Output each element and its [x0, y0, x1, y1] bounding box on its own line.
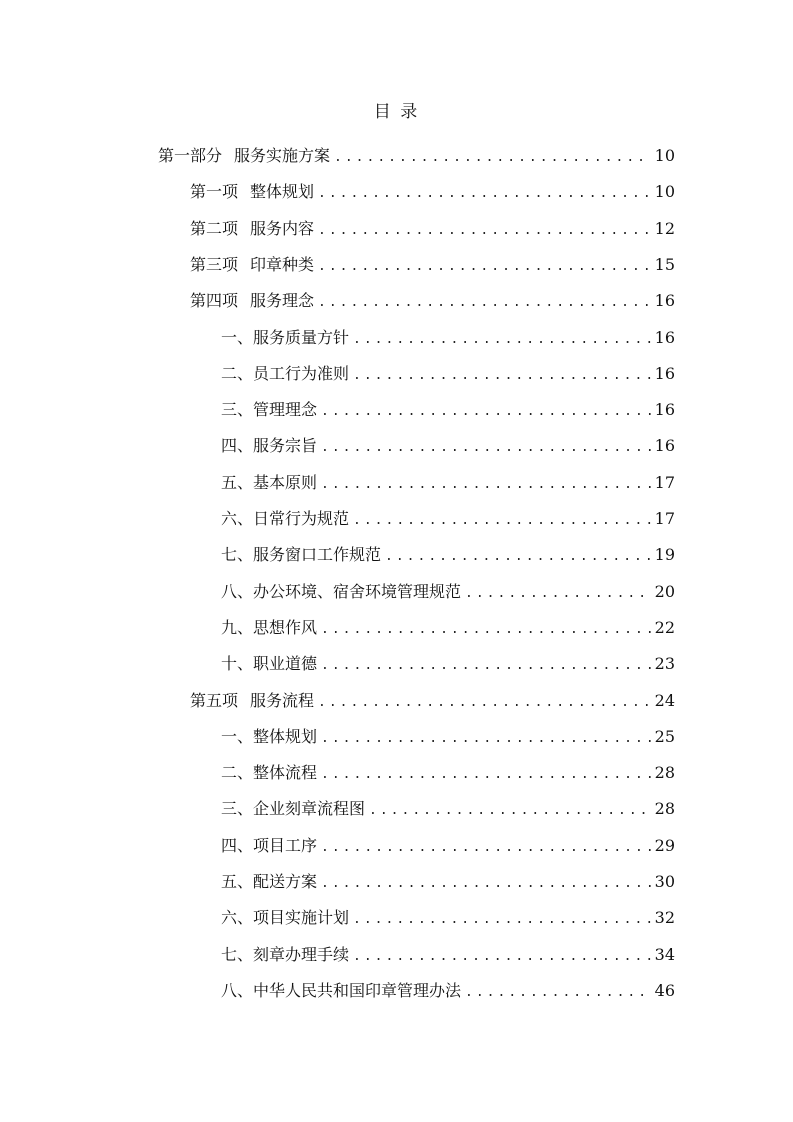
toc-entry[interactable]: [221, 433, 675, 459]
toc-entry-title: [158, 143, 330, 169]
toc-entry-label: 二、整体流程: [221, 763, 318, 783]
toc-entry-label: 二、员工行为准则: [221, 363, 350, 383]
toc-page-number: 17: [654, 509, 675, 528]
toc-entry[interactable]: [221, 760, 675, 786]
toc-dot-leader: [321, 472, 651, 498]
toc-entry-label: 服务实施方案: [234, 146, 331, 165]
toc-entry[interactable]: [221, 325, 675, 351]
toc-entry-label: 四、服务宗旨: [221, 436, 318, 456]
toc-entry[interactable]: [221, 361, 675, 387]
toc-entry-label: 五、基本原则: [221, 472, 318, 492]
toc-entry-title: [190, 179, 314, 205]
toc-entry-label: 六、日常行为规范: [221, 509, 350, 528]
toc-page-number: 22: [654, 617, 675, 637]
toc-dot-leader: [321, 653, 651, 679]
toc-dot-leader: [353, 327, 651, 353]
toc-entry[interactable]: [221, 542, 675, 568]
toc-entry-number: 第一部分: [158, 146, 223, 165]
toc-entry-label: 七、刻章办理手续: [221, 944, 350, 964]
toc-entry-label: 一、服务质量方针: [221, 327, 350, 347]
toc-entry-number: 第一项: [190, 182, 239, 202]
toc-entry-title: [221, 325, 349, 351]
toc-entry[interactable]: [221, 833, 675, 859]
toc-page-number: 16: [654, 291, 675, 311]
toc-entry-title: [221, 579, 461, 605]
toc-page-number: 23: [654, 654, 675, 674]
toc-dot-leader: [321, 726, 651, 752]
toc-dot-leader: [321, 399, 651, 425]
toc-entry-label: 十、职业道德: [221, 654, 318, 674]
toc-entry-number: 第二项: [190, 218, 239, 238]
toc-page-number: 34: [654, 944, 675, 964]
toc-entry-title: [190, 688, 314, 714]
toc-entry-label: 服务理念: [250, 291, 315, 311]
toc-page-number: 10: [654, 146, 675, 165]
toc-entry[interactable]: [158, 143, 675, 169]
toc-dot-leader: [321, 835, 651, 861]
toc-entry[interactable]: [221, 905, 675, 931]
toc-dot-leader: [465, 581, 651, 607]
toc-entry[interactable]: [221, 651, 675, 677]
toc-entry[interactable]: [221, 796, 675, 822]
toc-entry-title: [221, 651, 317, 677]
toc-dot-leader: [318, 254, 651, 280]
toc-dot-leader: [353, 944, 651, 970]
toc-entry[interactable]: [190, 252, 675, 278]
toc-entry[interactable]: [190, 179, 675, 205]
toc-page-number: 16: [654, 400, 675, 420]
toc-page-number: 30: [654, 872, 675, 891]
toc-dot-leader: [321, 871, 651, 897]
toc-entry-title: [221, 433, 317, 459]
toc-page-number: 46: [654, 980, 675, 1000]
toc-entry[interactable]: [190, 216, 675, 242]
toc-page-number: 28: [654, 763, 675, 783]
toc-page-number: 15: [654, 254, 675, 274]
toc-dot-leader: [318, 290, 651, 316]
toc-page-number: 16: [654, 436, 675, 456]
toc-page-number: 19: [654, 545, 675, 565]
toc-entry[interactable]: [221, 506, 675, 532]
toc-entry-title: [221, 724, 317, 750]
toc-dot-leader: [318, 218, 651, 244]
toc-entry-number: 第四项: [190, 291, 239, 311]
toc-page-number: 29: [654, 835, 675, 855]
toc-entry[interactable]: [190, 688, 675, 714]
toc-entry-number: 第三项: [190, 254, 239, 274]
toc-entry-title: [190, 216, 314, 242]
toc-page-number: 20: [654, 581, 675, 601]
toc-entry-label: 七、服务窗口工作规范: [221, 545, 382, 565]
toc-entry-label: 一、整体规划: [221, 726, 318, 746]
toc-entry-title: [221, 361, 349, 387]
toc-dot-leader: [465, 980, 651, 1006]
toc-dot-leader: [321, 762, 651, 788]
toc-entry-title: [221, 615, 317, 641]
toc-entry-label: 八、中华人民共和国印章管理办法: [221, 980, 462, 1000]
toc-dot-leader: [334, 145, 651, 171]
toc-entry-title: [190, 252, 314, 278]
toc-entry[interactable]: [221, 724, 675, 750]
toc-entry-title: [221, 506, 349, 532]
toc-entry-title: [221, 905, 349, 931]
toc-entry-label: 服务内容: [250, 218, 315, 238]
toc-dot-leader: [321, 435, 651, 461]
toc-entry-title: [221, 796, 365, 822]
toc-entry-title: [190, 288, 314, 314]
toc-entry-title: [221, 397, 317, 423]
toc-entry-label: 八、办公环境、宿舍环境管理规范: [221, 581, 462, 601]
toc-page-number: 25: [654, 726, 675, 746]
toc-entry-title: [221, 978, 461, 1004]
toc-page-number: 16: [654, 363, 675, 383]
toc-entry-label: 印章种类: [250, 254, 315, 274]
toc-entry-number: 第五项: [190, 690, 239, 710]
toc-entry[interactable]: [190, 288, 675, 314]
page-title: 目 录: [373, 102, 420, 122]
toc-entry-title: [221, 760, 317, 786]
toc-page-number: 10: [654, 182, 675, 202]
toc-dot-leader: [321, 617, 651, 643]
toc-entry-label: 整体规划: [250, 182, 315, 202]
toc-dot-leader: [385, 544, 651, 570]
toc-page-number: 24: [654, 690, 675, 710]
toc-dot-leader: [318, 690, 651, 716]
toc-entry-title: [221, 833, 317, 859]
toc-dot-leader: [353, 907, 651, 933]
toc-page-number: 12: [654, 218, 675, 238]
toc-entry-label: 三、管理理念: [221, 400, 318, 420]
toc-entry[interactable]: [221, 869, 675, 895]
toc-entry[interactable]: [221, 397, 675, 423]
toc-dot-leader: [353, 508, 651, 534]
toc-entry[interactable]: [221, 615, 675, 641]
toc-page-number: 32: [654, 908, 675, 928]
toc-entry-title: [221, 869, 317, 895]
toc-entry-title: [221, 542, 381, 568]
toc-entry-label: 六、项目实施计划: [221, 908, 350, 928]
toc-dot-leader: [353, 363, 651, 389]
toc-entry-label: 九、思想作风: [221, 617, 318, 637]
toc-entry-title: [221, 470, 317, 496]
toc-page-number: 16: [654, 327, 675, 347]
toc-entry-label: 三、企业刻章流程图: [221, 799, 366, 819]
toc-entry-label: 服务流程: [250, 690, 315, 710]
toc-entry[interactable]: [221, 978, 675, 1004]
toc-page-number: 17: [654, 472, 675, 492]
toc-entry[interactable]: [221, 579, 675, 605]
toc-entry-title: [221, 942, 349, 968]
toc-entry[interactable]: [221, 470, 675, 496]
toc-dot-leader: [318, 181, 651, 207]
toc-entry-label: 五、配送方案: [221, 872, 318, 891]
toc-dot-leader: [369, 798, 651, 824]
toc-entry-label: 四、项目工序: [221, 835, 318, 855]
toc-entry[interactable]: [221, 942, 675, 968]
toc-page-number: 28: [654, 799, 675, 819]
